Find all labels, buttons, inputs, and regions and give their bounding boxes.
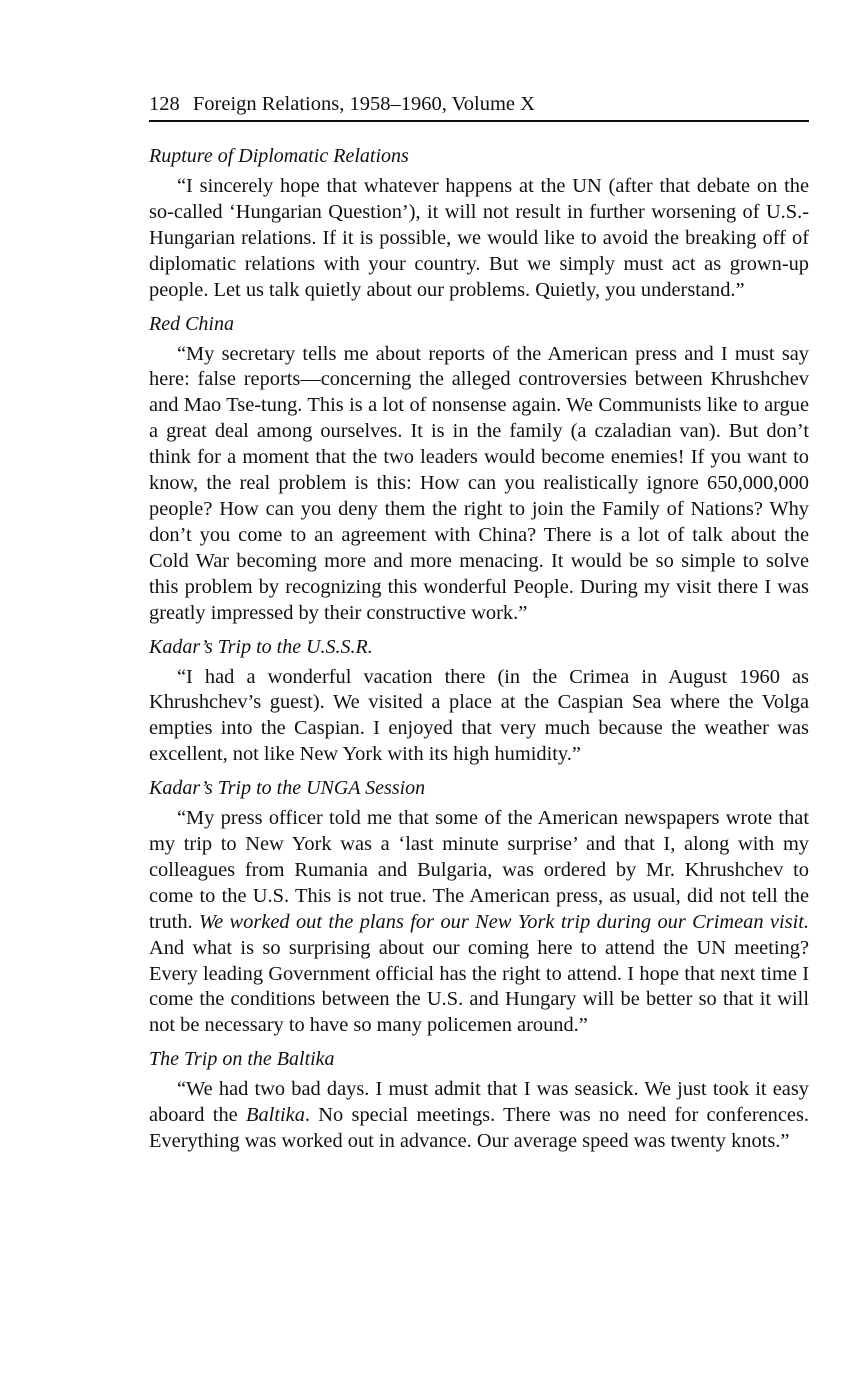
section-paragraph: [149, 1077, 809, 1155]
text-run: . No special meetings. There was no need for conferences. Everything was worked out in advance. Our average speed was twenty knots.”: [149, 1104, 809, 1153]
text-run: “We had two bad days. I must admit that I was seasick. We just took it easy aboard the: [149, 1078, 809, 1127]
italic-text-run: We worked out the plans for our New York trip during our Crimean visit.: [199, 910, 809, 933]
section-rupture-of-diplomatic-relations: [149, 140, 809, 304]
section-heading: Red China: [149, 312, 234, 335]
running-title: Foreign Relations, 1958–1960, Volume X: [192, 93, 535, 115]
text-run: “I had a wonderful vacation there (in the Crimea in August 1960 as Khrushchev’s guest). We visited a place at the Caspian Sea where the Volga empties into the Caspian. I enjoyed that very much because the weather was excellent, not like New York with its high humidity.”: [149, 665, 809, 766]
section-kadars-trip-to-unga-session: [149, 772, 809, 1039]
running-head: [149, 88, 809, 122]
section-paragraph: [149, 174, 809, 304]
section-heading: Rupture of Diplomatic Relations: [149, 145, 409, 167]
text-run: And what is so surprising about our coming here to attend the UN meeting? Every leading Government official has the right to attend. I hope that next time I come the conditions between the U.S. and Hungary will be better so that it will not be necessary to have so many policemen around.”: [149, 936, 809, 1037]
section-red-china: [149, 308, 809, 627]
section-paragraph: [149, 665, 809, 769]
ship-name: Baltika: [246, 1104, 305, 1127]
section-trip-on-the-baltika: [149, 1043, 809, 1155]
section-heading: The Trip on the Baltika: [149, 1048, 335, 1071]
section-heading: Kadar’s Trip to the UNGA Session: [149, 777, 426, 800]
section-heading: Kadar’s Trip to the U.S.S.R.: [149, 635, 373, 658]
section-kadars-trip-to-ussr: [149, 631, 809, 769]
text-run: “My secretary tells me about reports of the American press and I must say here: false reports—concerning the alleged controversies between Khrushchev and Mao Tse-tung. This is a lot of nonsense again. We Communists like to argue a great deal among ourselves. It is in the family (a czaladian van). But don’t think for a moment that the two leaders would become enemies! If you want to know, the real problem is this: How can you realistically ignore 650,000,000 people? How can you deny them the right to join the Family of Nations? Why don’t you come to an agreement with China? There is a lot of talk about the Cold War becoming more and more menacing. It would be so simple to solve this problem by recognizing this wonderful People. During my visit there I was greatly impressed by their constructive work.”: [149, 342, 809, 624]
section-paragraph: [149, 806, 809, 1039]
section-paragraph: [149, 342, 809, 627]
body-text: [149, 140, 809, 1159]
text-run: “My press officer told me that some of the American newspapers wrote that my trip to New York was a ‘last minute surprise’ and that I, along with my colleagues from Rumania and Bulgaria, was ordered by Mr. Khrushchev to come to the U.S. This is not true. The American press, as usual, did not tell the truth.: [149, 807, 809, 933]
text-run: “I sincerely hope that whatever happens at the UN (after that debate on the so-called ‘Hungarian Question’), it will not result in further worsening of U.S.-Hungarian relations. If it is possible, we would like to avoid the breaking off of diplomatic relations with your country. But we simply must act as grown-up people. Let us talk quietly about our problems. Quietly, you understand.”: [149, 175, 809, 301]
page-number: 128: [149, 93, 180, 115]
